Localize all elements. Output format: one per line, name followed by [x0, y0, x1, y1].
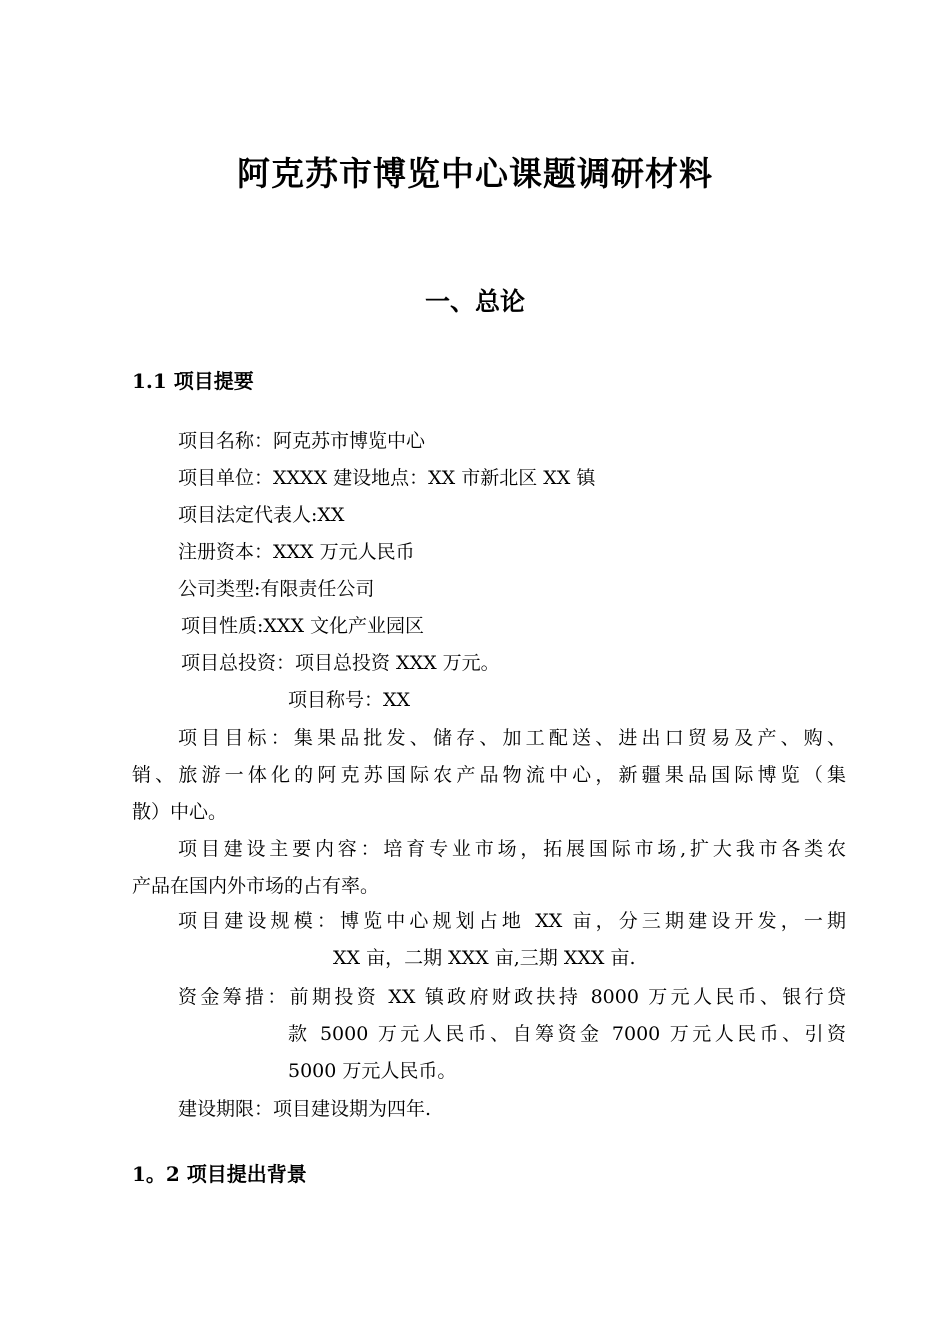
section-heading-1-1: 1.1 项目提要: [132, 369, 254, 393]
line-goal-1: 项目目标：集果品批发、储存、加工配送、进出口贸易及产、购、: [178, 727, 846, 749]
section-heading-1-2: 1。2 项目提出背景: [132, 1162, 307, 1186]
line-fund-2: 款 5000 万元人民币、自筹资金 7000 万元人民币、引资: [288, 1023, 846, 1045]
line-capital: 注册资本：XXX 万元人民币: [178, 541, 415, 563]
line-fund-3: 5000 万元人民币。: [288, 1060, 457, 1082]
chapter-heading: 一、总论: [424, 287, 525, 316]
line-project-nature: 项目性质:XXX 文化产业园区: [181, 615, 425, 637]
line-period: 建设期限：项目建设期为四年.: [178, 1098, 432, 1120]
document-title: 阿克苏市博览中心课题调研材料: [237, 154, 713, 193]
line-fund-1: 资金筹措：前期投资 XX 镇政府财政扶持 8000 万元人民币、银行贷: [178, 986, 846, 1008]
line-scale-1: 项目建设规模：博览中心规划占地 XX 亩，分三期建设开发，一期: [178, 910, 846, 932]
line-content-2: 产品在国内外市场的占有率。: [132, 875, 380, 897]
line-scale-2: XX 亩，二期 XXX 亩,三期 XXX 亩.: [333, 947, 636, 969]
line-company-type: 公司类型:有限责任公司: [178, 578, 375, 600]
line-goal-3: 散）中心。: [132, 801, 228, 823]
line-legal-rep: 项目法定代表人:XX: [178, 504, 345, 526]
line-project-unit: 项目单位：XXXX 建设地点：XX 市新北区 XX 镇: [178, 467, 596, 489]
line-project-name: 项目名称：阿克苏市博览中心: [178, 430, 426, 452]
line-content-1: 项目建设主要内容：培育专业市场，拓展国际市场,扩大我市各类农: [178, 838, 846, 860]
line-project-code: 项目称号：XX: [288, 689, 411, 711]
line-total-investment: 项目总投资：项目总投资 XXX 万元。: [181, 652, 500, 674]
line-goal-2: 销、旅游一体化的阿克苏国际农产品物流中心，新疆果品国际博览（集: [132, 764, 846, 786]
